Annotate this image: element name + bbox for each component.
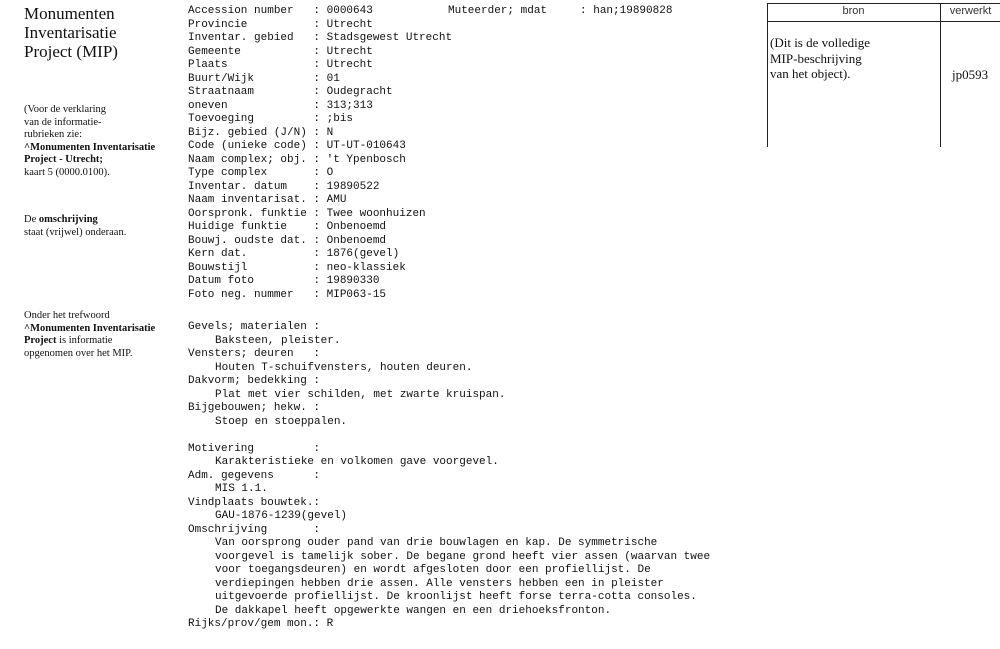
omschrijving-line: verdiepingen hebben drie assen. Alle vensters hebben een in pleister [215,577,664,590]
column-header-verwerkt: verwerkt [949,5,992,17]
bron-line: (Dit is de volledige [770,35,871,50]
table-top-rule [767,3,1000,4]
field-huidige-funktie: Huidige funktie : Onbenoemd [188,221,387,233]
title-line: Project (MIP) [24,42,118,61]
field-oneven: oneven : 313;313 [188,99,373,112]
bron-cell [770,35,870,82]
field-foto-neg-nummer: Foto neg. nummer : MIP063-15 [188,288,387,301]
note-line: staat (vrijwel) onderaan. [24,226,127,238]
section-value-motivering: Karakteristieke en volkomen gave voorgevel. [215,456,499,468]
note-text: is informatie [56,335,113,346]
note-link-line[interactable]: Project [24,335,57,346]
bron-line: MIP-beschrijving [770,50,862,66]
table-header-rule [767,21,1000,22]
bron-line: van het object). [770,66,851,81]
note-line: rubrieken zie: [24,129,83,140]
info-note-legend [24,104,174,179]
section-label-vensters: Vensters; deuren : [188,348,321,360]
field-inventar-datum: Inventar. datum : 19890522 [188,180,380,193]
section-value-dakvorm: Plat met vier schilden, met zwarte kruispan. [215,388,506,401]
field-gemeente: Gemeente : Utrecht [188,45,373,58]
section-value-gevels: Baksteen, pleister. [215,334,341,347]
note-line: kaart 5 (0000.0100). [24,166,110,178]
field-inventar-gebied: Inventar. gebied : Stadsgewest Utrecht [188,32,453,44]
collection-title [24,4,174,61]
record-sections [188,321,710,632]
section-value-vindplaats: GAU-1876-1239(gevel) [215,510,348,522]
section-label-dakvorm: Dakvorm; bedekking : [188,375,321,387]
info-note-keyword [24,310,174,360]
field-code: Code (unieke code) : UT-UT-010643 [188,140,406,152]
info-note-description [24,214,174,239]
section-label-omschrijving: Omschrijving : [188,523,321,536]
section-value-bijgebouwen: Stoep en stoeppalen. [215,415,348,428]
omschrijving-line: voor toegangsdeuren) en wordt afgesloten door een profiellijst. De [215,564,651,576]
field-bouwstijl: Bouwstijl : neo-klassiek [188,261,406,274]
note-text: De [24,214,39,225]
note-line: van de informatie- [24,116,102,128]
note-link-line[interactable]: ^Monumenten Inventarisatie [24,322,156,334]
note-link-line[interactable]: Project - Utrecht; [24,154,103,165]
field-muteerder: Muteerder; mdat : han;19890828 [448,5,673,17]
field-naam-complex: Naam complex; obj. : 't Ypenbosch [188,153,406,166]
field-provincie: Provincie : Utrecht [188,18,373,31]
note-line: (Voor de verklaring [24,104,107,115]
field-datum-foto: Datum foto : 19890330 [188,275,380,287]
field-type-complex: Type complex : O [188,167,334,179]
section-label-adm: Adm. gegevens : [188,469,321,482]
omschrijving-line: uitgevoerde profiellijst. De kroonlijst heeft forse terra-cotta consoles. [215,591,697,603]
omschrijving-line: De dakkapel heeft opgewerkte wangen en een driehoeksfronton. [215,604,612,617]
section-label-bijgebouwen: Bijgebouwen; hekw. : [188,402,321,414]
column-header-bron: bron [842,5,865,17]
field-kern-dat: Kern dat. : 1876(gevel) [188,248,400,260]
table-left-border [767,3,768,147]
note-bold-term: omschrijving [38,214,98,225]
field-accession-number: Accession number : 0000643 [188,5,373,17]
note-line: opgenomen over het MIP. [24,347,133,359]
title-line: Inventarisatie [24,23,117,42]
title-line: Monumenten [24,4,115,23]
section-label-gevels: Gevels; materialen : [188,321,321,333]
field-plaats: Plaats : Utrecht [188,59,373,71]
note-line: Onder het trefwoord [24,310,110,321]
section-rijks-mon: Rijks/prov/gem mon.: R [188,618,334,630]
field-oorspronk-funktie: Oorspronk. funktie : Twee woonhuizen [188,207,426,220]
field-bouwj-oudste-dat: Bouwj. oudste dat. : Onbenoemd [188,234,387,247]
field-straatnaam: Straatnaam : Oudegracht [188,86,393,98]
section-value-adm: MIS 1.1. [215,483,268,495]
section-label-vindplaats: Vindplaats bouwtek.: [188,496,321,509]
field-naam-inventarisat: Naam inventarisat. : AMU [188,194,347,206]
verwerkt-cell: jp0593 [952,67,989,82]
omschrijving-line: Van oorsprong ouder pand van drie bouwlagen en kap. De symmetrische [215,537,658,549]
record-fields [188,5,673,302]
section-value-vensters: Houten T-schuifvensters, houten deuren. [215,361,473,374]
source-table [767,3,1000,147]
field-bijz-gebied: Bijz. gebied (J/N) : N [188,126,334,139]
table-column-divider [940,3,941,147]
field-toevoeging: Toevoeging : ;bis [188,113,354,125]
section-label-motivering: Motivering : [188,442,321,455]
omschrijving-line: voorgevel is tamelijk sober. De begane grond heeft vier assen (waarvan twee [215,550,711,563]
field-buurt-wijk: Buurt/Wijk : 01 [188,72,340,85]
note-link-line[interactable]: ^Monumenten Inventarisatie [24,141,156,153]
